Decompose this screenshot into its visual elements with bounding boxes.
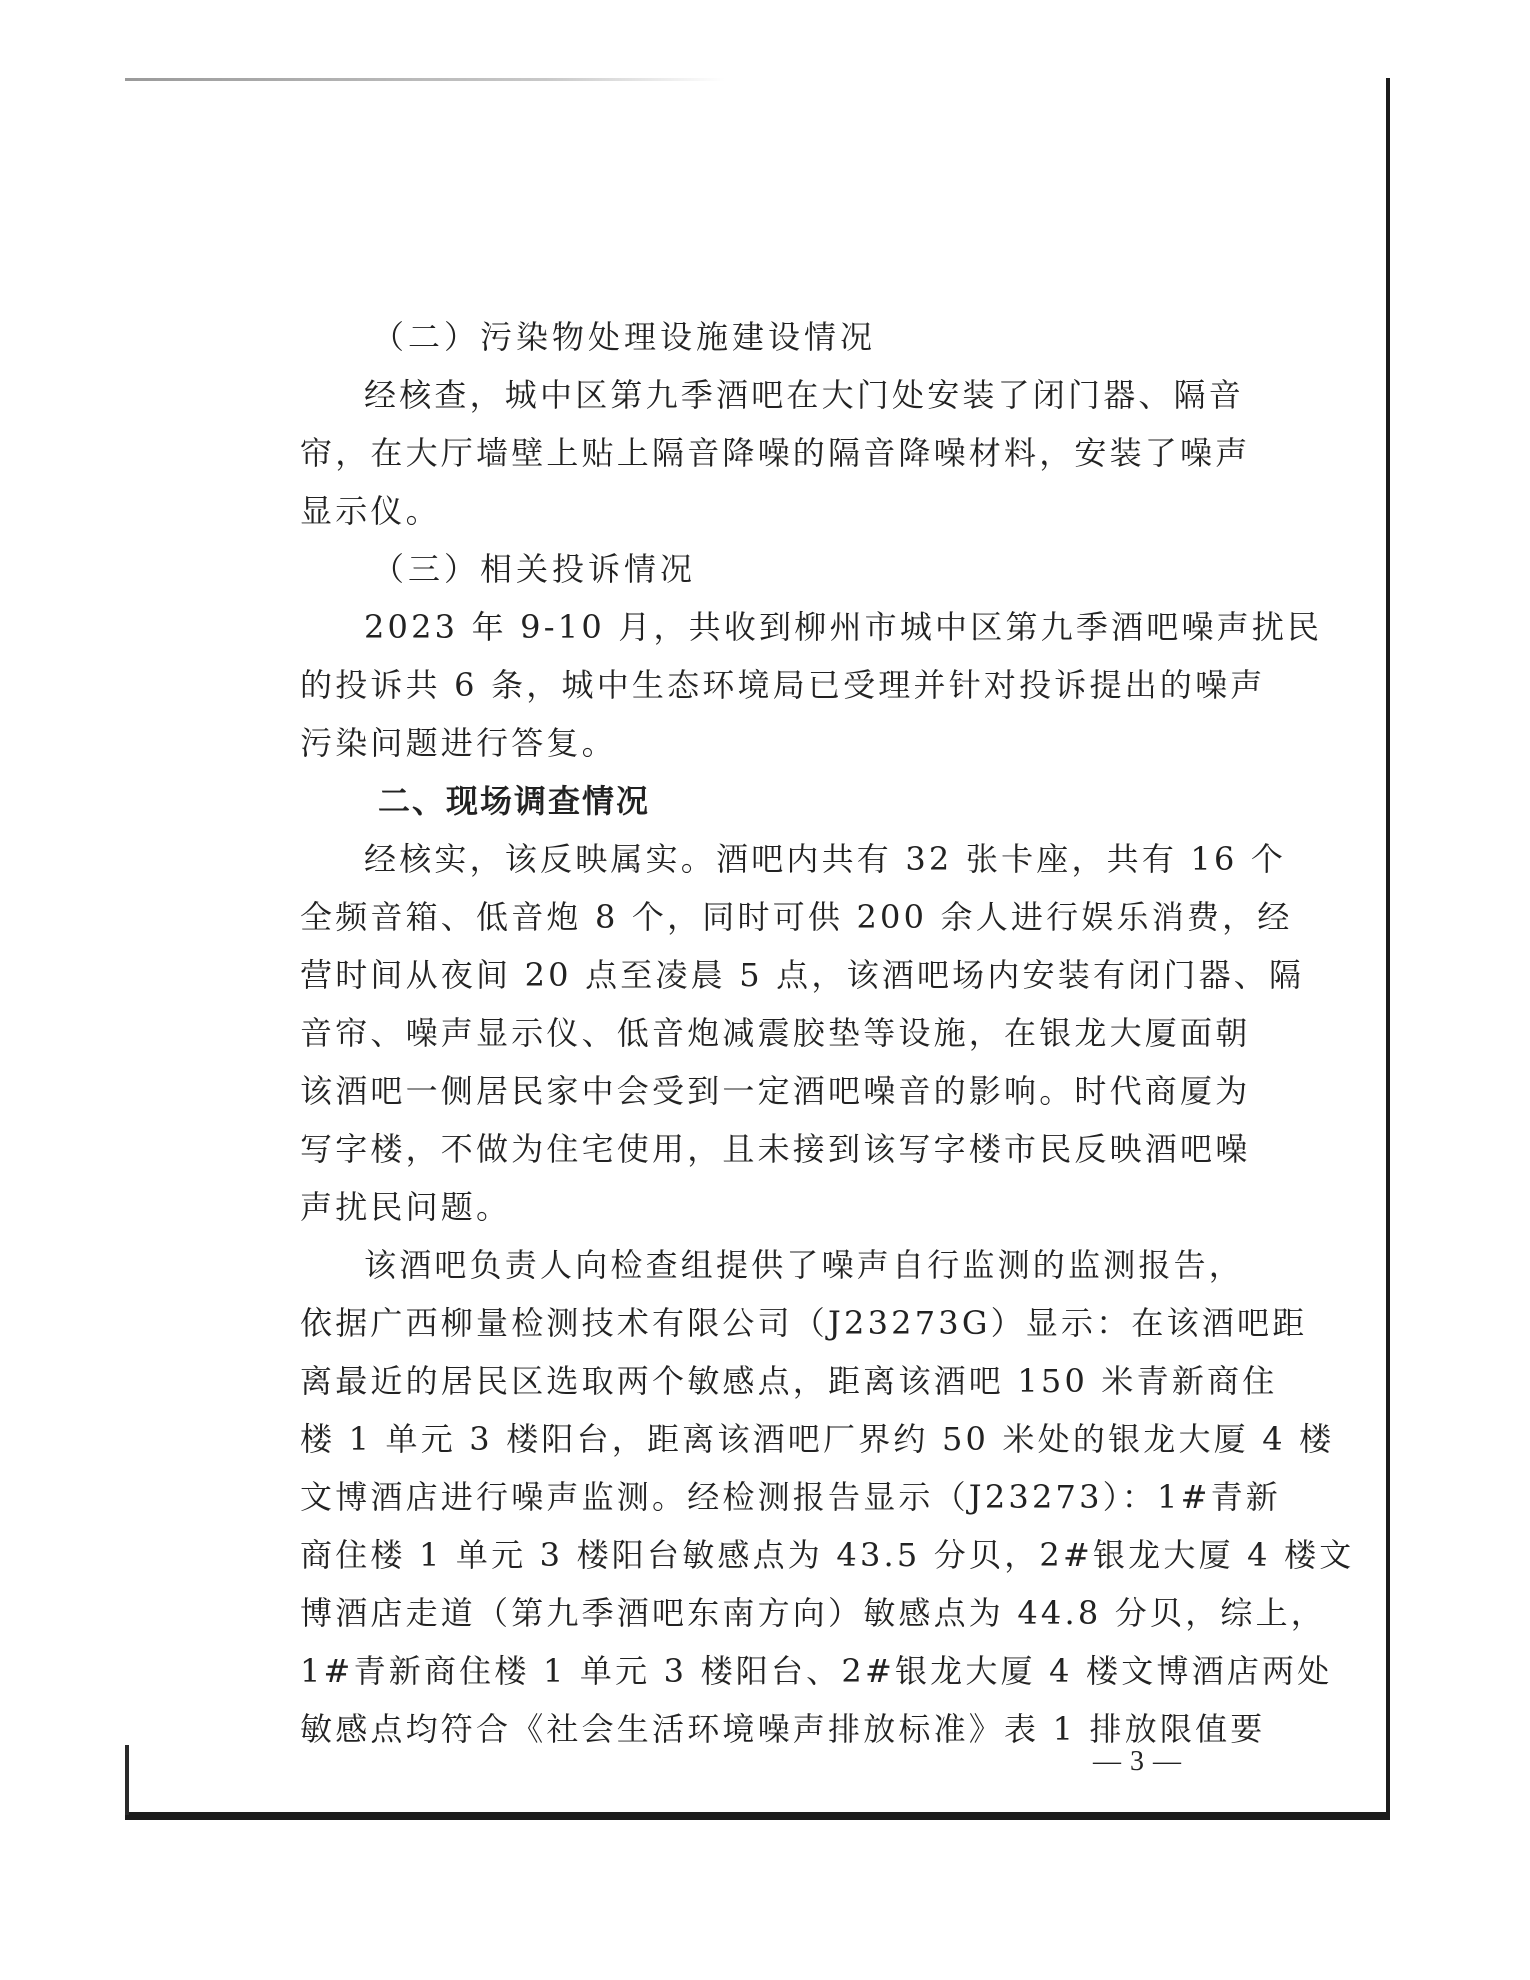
text-line: 楼 1 单元 3 楼阳台，距离该酒吧厂界约 50 米处的银龙大厦 4 楼 <box>300 1420 1335 1458</box>
text-line: 全频音箱、低音炮 8 个，同时可供 200 余人进行娱乐消费，经 <box>300 898 1293 936</box>
scan-edge-bottom <box>125 1812 1390 1820</box>
text-line: 声扰民问题。 <box>300 1188 512 1226</box>
page-number: — 3 — <box>1093 1746 1182 1777</box>
paragraph <box>300 830 1305 1236</box>
paragraph <box>300 366 1251 540</box>
text-line: 二、现场调查情况 <box>378 782 651 820</box>
document-body <box>300 308 1355 1758</box>
text-line: 文博酒店进行噪声监测。经检测报告显示（J23273）：1#青新 <box>300 1478 1281 1516</box>
scan-edge-top <box>125 78 725 81</box>
paragraph <box>300 598 1323 772</box>
text-line: 1#青新商住楼 1 单元 3 楼阳台、2#银龙大厦 4 楼文博酒店两处 <box>300 1652 1333 1690</box>
text-line: 博酒店走道（第九季酒吧东南方向）敏感点为 44.8 分贝，综上， <box>300 1594 1326 1632</box>
text-line: （二）污染物处理设施建设情况 <box>372 318 877 356</box>
text-line: 离最近的居民区选取两个敏感点，距离该酒吧 150 米青新商住 <box>300 1362 1278 1400</box>
subsection-heading <box>300 540 1212 598</box>
text-line: 营时间从夜间 20 点至凌晨 5 点，该酒吧场内安装有闭门器、隔 <box>300 956 1305 994</box>
section-heading <box>300 772 1212 830</box>
text-line: （三）相关投诉情况 <box>372 550 697 588</box>
scan-edge-left <box>125 1745 129 1815</box>
text-line: 经核实，该反映属实。酒吧内共有 32 张卡座，共有 16 个 <box>364 840 1287 878</box>
text-line: 显示仪。 <box>300 492 441 530</box>
text-line: 音帘、噪声显示仪、低音炮减震胶垫等设施，在银龙大厦面朝 <box>300 1014 1251 1052</box>
text-line: 污染问题进行答复。 <box>300 724 617 762</box>
scan-edge-right <box>1386 78 1390 1818</box>
text-line: 该酒吧负责人向检查组提供了噪声自行监测的监测报告， <box>364 1246 1245 1284</box>
text-line: 帘，在大厅墙壁上贴上隔音降噪的隔音降噪材料，安装了噪声 <box>300 434 1251 472</box>
text-line: 2023 年 9-10 月，共收到柳州市城中区第九季酒吧噪声扰民 <box>364 608 1323 646</box>
text-line: 的投诉共 6 条，城中生态环境局已受理并针对投诉提出的噪声 <box>300 666 1266 704</box>
text-line: 商住楼 1 单元 3 楼阳台敏感点为 43.5 分贝，2#银龙大厦 4 楼文 <box>300 1536 1355 1574</box>
text-line: 该酒吧一侧居民家中会受到一定酒吧噪音的影响。时代商厦为 <box>300 1072 1251 1110</box>
text-line: 写字楼，不做为住宅使用，且未接到该写字楼市民反映酒吧噪 <box>300 1130 1251 1168</box>
text-line: 经核查，城中区第九季酒吧在大门处安装了闭门器、隔音 <box>364 376 1245 414</box>
text-line: 敏感点均符合《社会生活环境噪声排放标准》表 1 排放限值要 <box>300 1710 1266 1748</box>
paragraph <box>300 1236 1355 1758</box>
text-line: 依据广西柳量检测技术有限公司（J23273G）显示：在该酒吧距 <box>300 1304 1308 1342</box>
subsection-heading <box>300 308 1212 366</box>
